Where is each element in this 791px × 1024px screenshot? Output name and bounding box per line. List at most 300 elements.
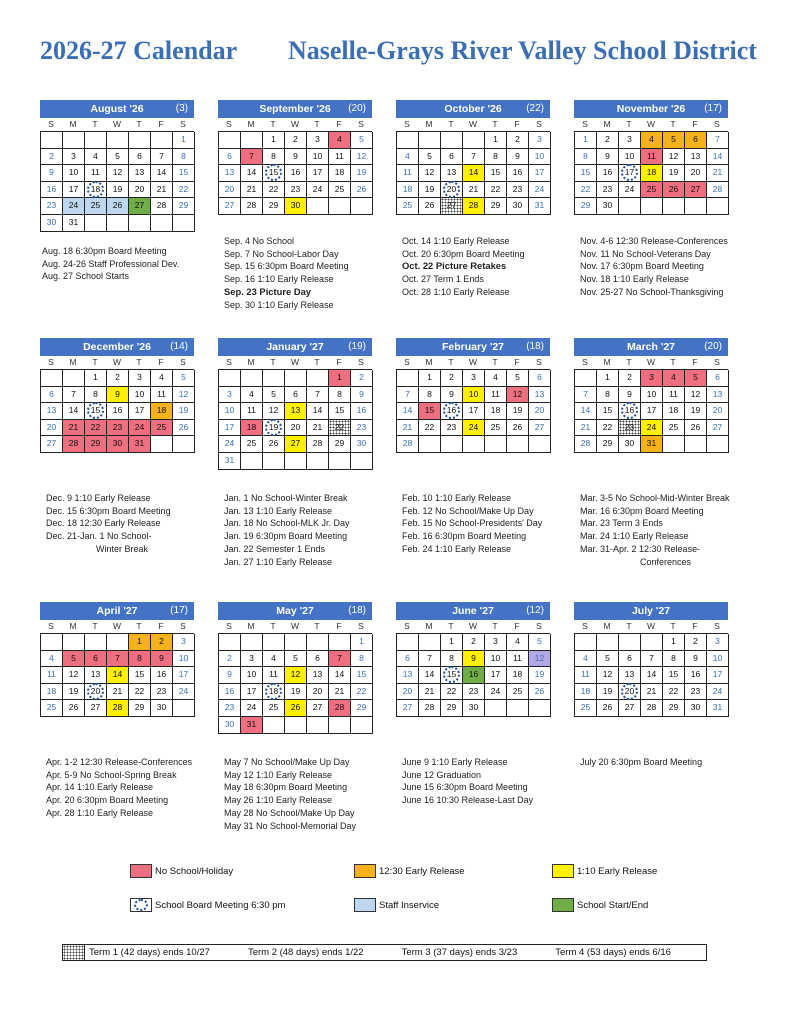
weekday-label: M bbox=[425, 621, 433, 631]
day-cell: 20 bbox=[707, 403, 729, 420]
day-cell: 30 bbox=[597, 198, 619, 215]
empty-cell bbox=[463, 132, 485, 149]
weekday-label: S bbox=[582, 119, 588, 129]
month-events bbox=[402, 756, 533, 807]
month-header bbox=[218, 100, 372, 118]
day-cell: 14 bbox=[151, 165, 173, 182]
day-cell: 15 bbox=[173, 165, 195, 182]
day-cell: 13 bbox=[219, 165, 241, 182]
empty-cell bbox=[107, 215, 129, 232]
day-cell: 22 bbox=[173, 182, 195, 199]
event-line: May 7 No School/Make Up Day bbox=[224, 757, 350, 767]
day-cell: 4 bbox=[663, 370, 685, 387]
day-cell: 31 bbox=[219, 453, 241, 470]
early-1230-swatch bbox=[354, 864, 376, 878]
month-day-count: (20) bbox=[348, 103, 366, 114]
empty-cell bbox=[485, 700, 507, 717]
weekday-label: T bbox=[626, 119, 632, 129]
day-cell: 22 bbox=[329, 420, 351, 437]
day-cell: 13 bbox=[529, 387, 551, 404]
day-cell: 30 bbox=[151, 700, 173, 717]
day-cell: 10 bbox=[173, 651, 195, 668]
day-cell: 5 bbox=[685, 370, 707, 387]
empty-cell bbox=[173, 700, 195, 717]
empty-cell bbox=[397, 370, 419, 387]
day-cell: 23 bbox=[41, 198, 63, 215]
term-swatch bbox=[63, 945, 85, 960]
empty-cell bbox=[85, 215, 107, 232]
day-cell: 22 bbox=[663, 684, 685, 701]
empty-cell bbox=[529, 436, 551, 453]
day-cell: 16 bbox=[219, 684, 241, 701]
event-line: Dec. 18 12:30 Early Release bbox=[46, 518, 161, 529]
day-cell: 2 bbox=[107, 370, 129, 387]
day-cell: 1 bbox=[441, 634, 463, 651]
legend-label: Staff Inservice bbox=[379, 899, 440, 911]
empty-cell bbox=[597, 634, 619, 651]
event-line: Feb. 24 1:10 Early Release bbox=[402, 543, 512, 554]
day-cell: 4 bbox=[263, 651, 285, 668]
empty-cell bbox=[397, 634, 419, 651]
day-cell: 17 bbox=[129, 403, 151, 420]
empty-cell bbox=[307, 717, 329, 734]
day-cell: 26 bbox=[63, 700, 85, 717]
weekday-label: T bbox=[136, 357, 142, 367]
day-cell: 3 bbox=[63, 149, 85, 166]
day-cell: 5 bbox=[419, 149, 441, 166]
day-cell: 20 bbox=[285, 420, 307, 437]
day-cell: 24 bbox=[641, 420, 663, 437]
day-cell: 8 bbox=[85, 387, 107, 404]
empty-cell bbox=[241, 634, 263, 651]
day-cell: 22 bbox=[485, 182, 507, 199]
month-calendar bbox=[396, 100, 550, 215]
day-cell: 14 bbox=[307, 403, 329, 420]
weekday-label: S bbox=[536, 357, 542, 367]
weekday-label: T bbox=[270, 119, 276, 129]
day-cell: 18 bbox=[151, 403, 173, 420]
day-cell: 12 bbox=[107, 165, 129, 182]
weekday-row bbox=[218, 356, 372, 369]
empty-cell bbox=[307, 370, 329, 387]
day-cell: 18 bbox=[575, 684, 597, 701]
day-cell: 23 bbox=[463, 684, 485, 701]
day-cell: 2 bbox=[507, 132, 529, 149]
day-cell: 21 bbox=[575, 420, 597, 437]
month-name: October '26 bbox=[444, 103, 502, 115]
event-line: Nov. 18 1:10 Early Release bbox=[580, 274, 689, 285]
day-cell: 1 bbox=[85, 370, 107, 387]
day-cell: 6 bbox=[285, 387, 307, 404]
weekday-label: W bbox=[112, 119, 122, 129]
weekday-label: T bbox=[270, 357, 276, 367]
day-cell: 24 bbox=[219, 436, 241, 453]
event-line: Nov. 4-6 12:30 Release-Conferences bbox=[580, 236, 728, 246]
empty-cell bbox=[41, 634, 63, 651]
day-cell: 18 bbox=[485, 403, 507, 420]
empty-cell bbox=[441, 132, 463, 149]
legend-label: No School/Holiday bbox=[155, 865, 234, 877]
weekday-label: W bbox=[290, 119, 300, 129]
day-cell: 12 bbox=[351, 149, 373, 166]
month-name: May '27 bbox=[276, 605, 314, 617]
day-cell: 15 bbox=[441, 667, 463, 684]
day-cell: 5 bbox=[107, 149, 129, 166]
month-header bbox=[40, 100, 194, 118]
weekday-label: F bbox=[692, 621, 698, 631]
event-line: Nov. 25-27 No School-Thanksgiving bbox=[580, 286, 724, 297]
event-line: Aug. 18 6:30pm Board Meeting bbox=[42, 246, 167, 256]
day-cell: 3 bbox=[129, 370, 151, 387]
day-cell: 7 bbox=[241, 149, 263, 166]
day-cell: 1 bbox=[663, 634, 685, 651]
day-cell: 14 bbox=[419, 667, 441, 684]
day-cell: 22 bbox=[575, 182, 597, 199]
day-cell: 17 bbox=[707, 667, 729, 684]
empty-cell bbox=[129, 132, 151, 149]
day-cell: 7 bbox=[641, 651, 663, 668]
day-grid bbox=[396, 131, 550, 215]
month-events bbox=[224, 235, 349, 311]
event-line: Winter Break bbox=[46, 543, 149, 554]
empty-cell bbox=[507, 436, 529, 453]
calendar-title: 2026-27 Calendar bbox=[40, 36, 238, 65]
day-cell: 22 bbox=[441, 684, 463, 701]
day-cell: 6 bbox=[707, 370, 729, 387]
day-cell: 6 bbox=[85, 651, 107, 668]
empty-cell bbox=[707, 436, 729, 453]
day-cell: 30 bbox=[219, 717, 241, 734]
event-line: Apr. 28 1:10 Early Release bbox=[46, 807, 154, 818]
day-grid bbox=[218, 369, 372, 470]
event-line: Conferences bbox=[580, 556, 692, 567]
event-line: Aug. 27 School Starts bbox=[42, 271, 130, 282]
day-cell: 27 bbox=[619, 700, 641, 717]
term-2: Term 2 (48 days) ends 1/22 bbox=[247, 947, 364, 958]
day-cell: 29 bbox=[663, 700, 685, 717]
day-cell: 27 bbox=[707, 420, 729, 437]
term-1: Term 1 (42 days) ends 10/27 bbox=[89, 947, 210, 958]
weekday-label: M bbox=[425, 357, 433, 367]
day-cell: 19 bbox=[63, 684, 85, 701]
day-cell: 15 bbox=[85, 403, 107, 420]
day-cell: 28 bbox=[151, 198, 173, 215]
day-cell: 26 bbox=[351, 182, 373, 199]
weekday-label: S bbox=[48, 621, 54, 631]
event-line: June 9 1:10 Early Release bbox=[402, 757, 508, 767]
day-cell: 20 bbox=[619, 684, 641, 701]
month-calendar bbox=[40, 100, 194, 232]
day-cell: 21 bbox=[307, 420, 329, 437]
empty-cell bbox=[241, 453, 263, 470]
day-cell: 7 bbox=[463, 149, 485, 166]
day-cell: 4 bbox=[241, 387, 263, 404]
day-cell: 17 bbox=[63, 182, 85, 199]
month-name: March '27 bbox=[626, 341, 676, 353]
day-cell: 11 bbox=[575, 667, 597, 684]
month-name: August '26 bbox=[90, 103, 144, 115]
day-cell: 2 bbox=[441, 370, 463, 387]
day-cell: 11 bbox=[263, 667, 285, 684]
day-cell: 17 bbox=[529, 165, 551, 182]
day-cell: 9 bbox=[597, 149, 619, 166]
day-cell: 19 bbox=[263, 420, 285, 437]
day-cell: 31 bbox=[529, 198, 551, 215]
day-cell: 26 bbox=[263, 436, 285, 453]
day-cell: 29 bbox=[485, 198, 507, 215]
day-cell: 4 bbox=[41, 651, 63, 668]
day-cell: 1 bbox=[263, 132, 285, 149]
weekday-label: F bbox=[514, 119, 520, 129]
weekday-label: F bbox=[692, 357, 698, 367]
month-events bbox=[580, 756, 702, 769]
event-line: Oct. 14 1:10 Early Release bbox=[402, 236, 510, 246]
empty-cell bbox=[219, 132, 241, 149]
day-cell: 19 bbox=[173, 403, 195, 420]
day-cell: 9 bbox=[619, 387, 641, 404]
empty-cell bbox=[641, 198, 663, 215]
day-cell: 30 bbox=[285, 198, 307, 215]
empty-cell bbox=[263, 370, 285, 387]
event-line: Jan. 19 6:30pm Board Meeting bbox=[224, 531, 348, 542]
day-cell: 19 bbox=[597, 684, 619, 701]
legend-staff bbox=[354, 898, 439, 912]
day-cell: 15 bbox=[263, 165, 285, 182]
day-cell: 5 bbox=[285, 651, 307, 668]
event-line: Sep. 16 1:10 Early Release bbox=[224, 274, 334, 285]
day-cell: 3 bbox=[241, 651, 263, 668]
legend-label: 1:10 Early Release bbox=[577, 865, 658, 877]
day-cell: 28 bbox=[397, 436, 419, 453]
empty-cell bbox=[441, 436, 463, 453]
board-ring-swatch bbox=[130, 898, 152, 912]
month-day-count: (17) bbox=[170, 605, 188, 616]
month-day-count: (14) bbox=[170, 341, 188, 352]
weekday-label: T bbox=[448, 119, 454, 129]
month-header bbox=[574, 602, 728, 620]
empty-cell bbox=[463, 436, 485, 453]
day-cell: 9 bbox=[685, 651, 707, 668]
day-cell: 10 bbox=[707, 651, 729, 668]
month-header bbox=[218, 338, 372, 356]
weekday-label: T bbox=[92, 357, 98, 367]
event-line: June 15 6:30pm Board Meeting bbox=[402, 782, 528, 793]
month-events bbox=[402, 235, 525, 299]
empty-cell bbox=[63, 370, 85, 387]
empty-cell bbox=[329, 717, 351, 734]
day-cell: 29 bbox=[173, 198, 195, 215]
weekday-label: T bbox=[626, 621, 632, 631]
day-cell: 5 bbox=[663, 132, 685, 149]
weekday-label: W bbox=[112, 621, 122, 631]
event-line: Jan. 27 1:10 Early Release bbox=[224, 556, 333, 567]
empty-cell bbox=[219, 370, 241, 387]
weekday-label: W bbox=[646, 621, 656, 631]
day-cell: 10 bbox=[241, 667, 263, 684]
day-cell: 16 bbox=[107, 403, 129, 420]
weekday-label: M bbox=[247, 357, 255, 367]
day-cell: 19 bbox=[685, 403, 707, 420]
day-cell: 13 bbox=[397, 667, 419, 684]
day-cell: 7 bbox=[575, 387, 597, 404]
day-cell: 25 bbox=[663, 420, 685, 437]
empty-cell bbox=[285, 717, 307, 734]
day-cell: 10 bbox=[463, 387, 485, 404]
day-grid bbox=[574, 633, 728, 717]
event-line: June 12 Graduation bbox=[402, 769, 482, 780]
day-cell: 17 bbox=[463, 403, 485, 420]
day-cell: 27 bbox=[285, 436, 307, 453]
day-cell: 4 bbox=[507, 634, 529, 651]
day-cell: 14 bbox=[575, 403, 597, 420]
day-cell: 25 bbox=[263, 700, 285, 717]
empty-cell bbox=[619, 634, 641, 651]
empty-cell bbox=[173, 215, 195, 232]
weekday-label: W bbox=[468, 621, 478, 631]
day-cell: 11 bbox=[151, 387, 173, 404]
day-cell: 23 bbox=[351, 420, 373, 437]
day-grid bbox=[40, 369, 194, 453]
month-header bbox=[218, 602, 372, 620]
day-cell: 18 bbox=[663, 403, 685, 420]
weekday-label: S bbox=[180, 621, 186, 631]
day-cell: 11 bbox=[641, 149, 663, 166]
event-line: Jan. 22 Semester 1 Ends bbox=[224, 543, 326, 554]
day-cell: 17 bbox=[173, 667, 195, 684]
day-cell: 25 bbox=[151, 420, 173, 437]
day-cell: 30 bbox=[685, 700, 707, 717]
day-cell: 11 bbox=[41, 667, 63, 684]
event-line: Nov. 11 No School-Veterans Day bbox=[580, 248, 711, 259]
event-line: Feb. 10 1:10 Early Release bbox=[402, 493, 512, 503]
month-name: November '26 bbox=[616, 103, 686, 115]
day-cell: 10 bbox=[619, 149, 641, 166]
day-cell: 28 bbox=[329, 700, 351, 717]
day-cell: 16 bbox=[685, 667, 707, 684]
weekday-label: S bbox=[536, 119, 542, 129]
day-cell: 16 bbox=[597, 165, 619, 182]
weekday-label: W bbox=[468, 357, 478, 367]
day-cell: 12 bbox=[529, 651, 551, 668]
weekday-label: S bbox=[404, 621, 410, 631]
day-cell: 5 bbox=[529, 634, 551, 651]
day-cell: 27 bbox=[685, 182, 707, 199]
weekday-label: W bbox=[646, 357, 656, 367]
day-cell: 2 bbox=[41, 149, 63, 166]
event-line: Oct. 28 1:10 Early Release bbox=[402, 286, 510, 297]
day-cell: 14 bbox=[641, 667, 663, 684]
empty-cell bbox=[263, 453, 285, 470]
day-cell: 19 bbox=[107, 182, 129, 199]
day-cell: 30 bbox=[507, 198, 529, 215]
day-cell: 30 bbox=[41, 215, 63, 232]
day-cell: 10 bbox=[307, 149, 329, 166]
day-cell: 8 bbox=[329, 387, 351, 404]
day-cell: 2 bbox=[285, 132, 307, 149]
day-cell: 23 bbox=[285, 182, 307, 199]
day-cell: 12 bbox=[507, 387, 529, 404]
month-day-count: (20) bbox=[704, 341, 722, 352]
event-line: Apr. 1-2 12:30 Release-Conferences bbox=[46, 757, 193, 767]
day-cell: 21 bbox=[397, 420, 419, 437]
day-cell: 20 bbox=[307, 684, 329, 701]
weekday-label: T bbox=[92, 621, 98, 631]
day-cell: 2 bbox=[151, 634, 173, 651]
empty-cell bbox=[129, 215, 151, 232]
day-cell: 4 bbox=[641, 132, 663, 149]
day-cell: 18 bbox=[263, 684, 285, 701]
day-grid bbox=[396, 633, 550, 717]
day-cell: 3 bbox=[485, 634, 507, 651]
month-header bbox=[396, 338, 550, 356]
empty-cell bbox=[263, 634, 285, 651]
day-cell: 25 bbox=[241, 436, 263, 453]
weekday-label: W bbox=[468, 119, 478, 129]
day-cell: 12 bbox=[597, 667, 619, 684]
event-line: Aug. 24-26 Staff Professional Dev. bbox=[42, 258, 180, 269]
month-calendar bbox=[396, 602, 550, 717]
weekday-label: S bbox=[714, 357, 720, 367]
event-line: Mar. 23 Term 3 Ends bbox=[580, 518, 663, 529]
empty-cell bbox=[285, 370, 307, 387]
weekday-label: M bbox=[247, 119, 255, 129]
month-calendar bbox=[218, 602, 372, 734]
month-calendar bbox=[396, 338, 550, 453]
day-cell: 28 bbox=[707, 182, 729, 199]
day-cell: 15 bbox=[351, 667, 373, 684]
month-day-count: (17) bbox=[704, 103, 722, 114]
day-cell: 7 bbox=[329, 651, 351, 668]
day-cell: 28 bbox=[463, 198, 485, 215]
day-cell: 28 bbox=[63, 436, 85, 453]
day-cell: 26 bbox=[529, 684, 551, 701]
weekday-label: T bbox=[92, 119, 98, 129]
weekday-label: M bbox=[69, 119, 77, 129]
day-cell: 12 bbox=[685, 387, 707, 404]
day-cell: 4 bbox=[329, 132, 351, 149]
day-cell: 5 bbox=[263, 387, 285, 404]
event-line: Mar. 31-Apr. 2 12:30 Release- bbox=[580, 543, 701, 554]
empty-cell bbox=[85, 132, 107, 149]
weekday-row bbox=[574, 620, 728, 633]
day-cell: 31 bbox=[241, 717, 263, 734]
weekday-label: S bbox=[180, 119, 186, 129]
day-cell: 17 bbox=[485, 667, 507, 684]
empty-cell bbox=[307, 453, 329, 470]
day-cell: 19 bbox=[285, 684, 307, 701]
day-cell: 25 bbox=[507, 684, 529, 701]
day-cell: 14 bbox=[241, 165, 263, 182]
empty-cell bbox=[663, 436, 685, 453]
weekday-label: M bbox=[69, 357, 77, 367]
empty-cell bbox=[151, 436, 173, 453]
day-cell: 29 bbox=[85, 436, 107, 453]
day-cell: 13 bbox=[285, 403, 307, 420]
day-cell: 24 bbox=[707, 684, 729, 701]
day-cell: 21 bbox=[463, 182, 485, 199]
day-cell: 21 bbox=[151, 182, 173, 199]
weekday-label: T bbox=[136, 119, 142, 129]
day-cell: 5 bbox=[351, 132, 373, 149]
day-cell: 24 bbox=[63, 198, 85, 215]
empty-cell bbox=[707, 198, 729, 215]
day-cell: 7 bbox=[307, 387, 329, 404]
event-line: June 16 10:30 Release-Last Day bbox=[402, 795, 534, 806]
day-cell: 5 bbox=[63, 651, 85, 668]
event-line: Jan. 13 1:10 Early Release bbox=[224, 505, 333, 516]
weekday-label: T bbox=[492, 119, 498, 129]
event-line: Apr. 20 6:30pm Board Meeting bbox=[46, 795, 169, 806]
